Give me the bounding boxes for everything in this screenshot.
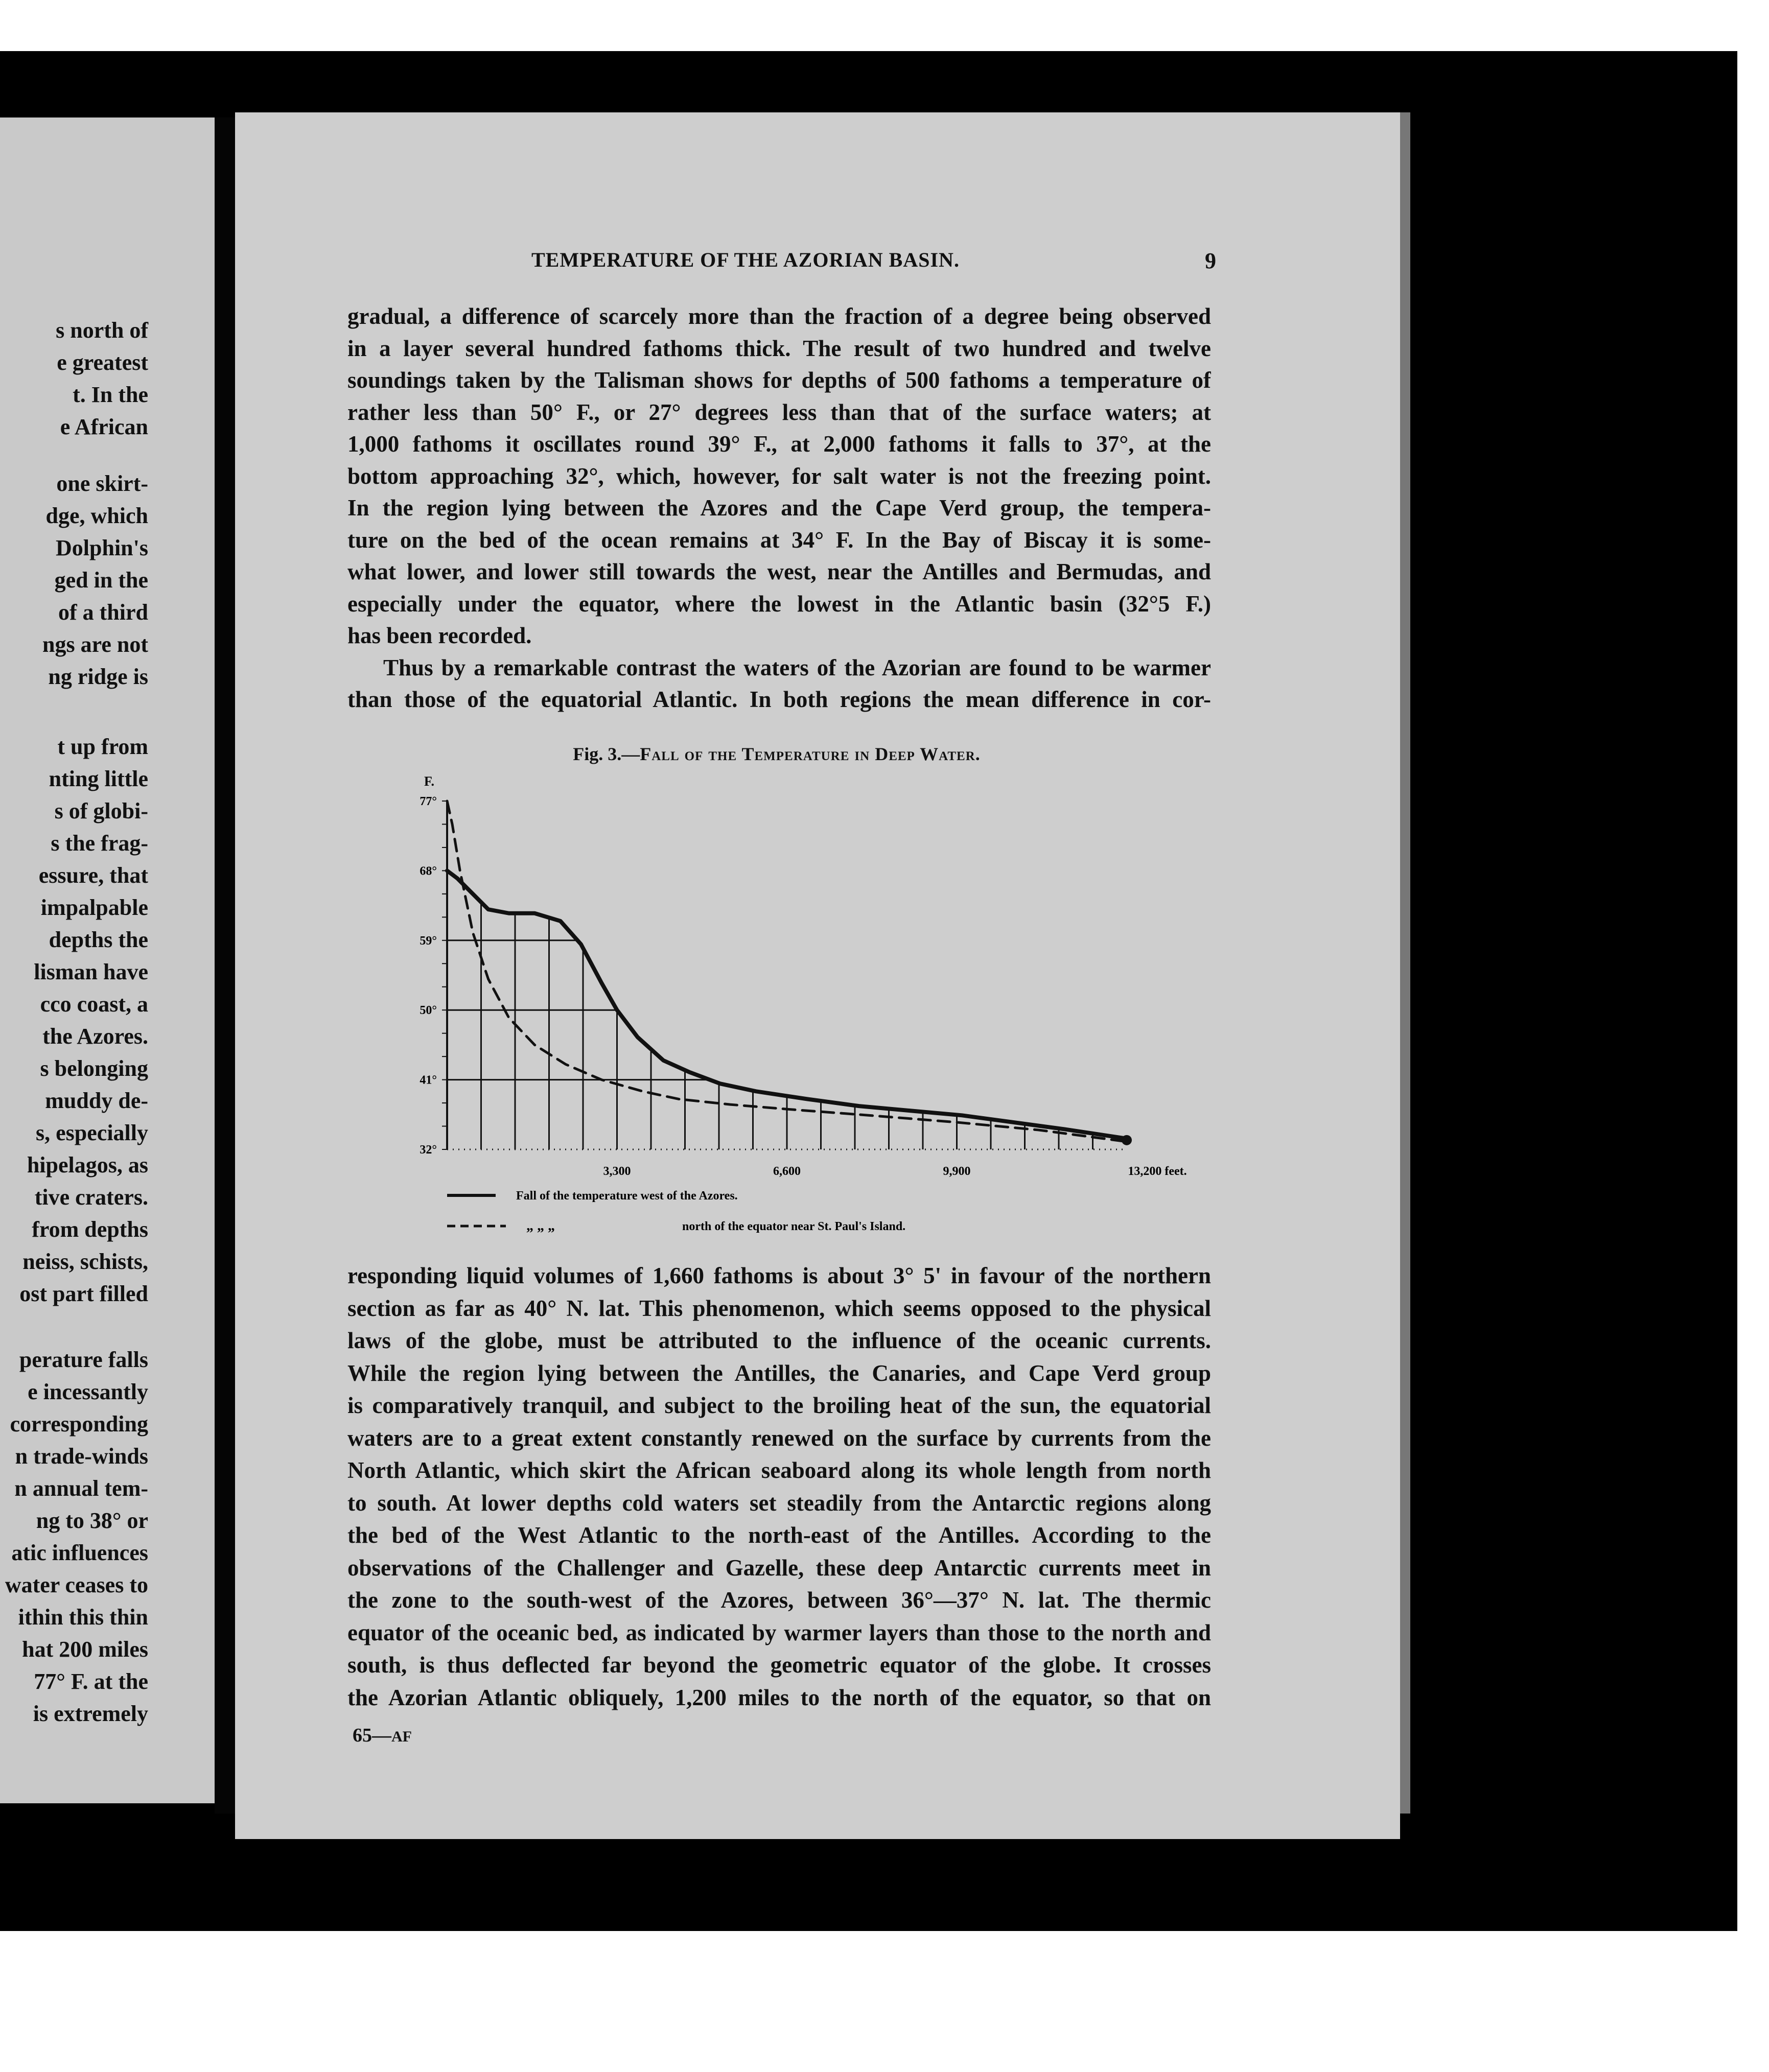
left-page-fragment: essure, that <box>38 863 148 888</box>
text-line: especially under the equator, where the lowest in the Atlantic basin (32°5 F.) <box>347 591 1211 617</box>
left-page-fragment: dge, which <box>45 503 148 528</box>
text-line: the Azorian Atlantic obliquely, 1,200 miles to the north of the equator, so that on <box>347 1684 1211 1710</box>
text-line: In the region lying between the Azores and the Cape Verd group, the tempera- <box>347 495 1211 521</box>
left-page-fragment: of a third <box>58 600 148 625</box>
left-page-fragment: n trade-winds <box>15 1444 148 1469</box>
left-page-fragment: muddy de- <box>45 1088 148 1113</box>
left-page-fragment: hat 200 miles <box>22 1637 148 1662</box>
running-title: TEMPERATURE OF THE AZORIAN BASIN. <box>531 248 960 271</box>
text-line: equator of the oceanic bed, as indicated by warmer layers than those to the north and <box>347 1619 1211 1645</box>
left-page-fragment: ost part filled <box>19 1281 148 1306</box>
x-tick-label: 9,900 <box>943 1165 971 1178</box>
left-page-fragment: nting little <box>49 766 148 791</box>
series-end-point <box>1122 1135 1132 1145</box>
legend-ditto-marks: „ „ „ <box>526 1218 555 1234</box>
text-line: 1,000 fathoms it oscillates round 39° F., at 2,000 fathoms it falls to 37°, at the <box>347 431 1211 457</box>
left-page-fragment: lisman have <box>34 959 148 984</box>
left-page-fragment: s, especially <box>36 1120 148 1145</box>
left-page-fragment: impalpable <box>40 895 148 920</box>
left-page-fragment: t. In the <box>73 382 148 407</box>
left-page-fragment: s belonging <box>40 1056 148 1081</box>
temperature-chart <box>388 766 1216 1246</box>
legend-label-azores: Fall of the temperature west of the Azores. <box>516 1189 738 1203</box>
left-page-fragment: ng ridge is <box>48 664 148 689</box>
figure-caption <box>542 743 1012 765</box>
y-tick-label: 50° <box>420 1004 437 1018</box>
left-page-fragment: n annual tem- <box>14 1476 148 1501</box>
left-page-fragment: Dolphin's <box>56 535 148 560</box>
x-tick-label: 3,300 <box>603 1165 631 1178</box>
left-page-fragment: e incessantly <box>28 1379 148 1404</box>
left-page-fragment: t up from <box>57 734 148 759</box>
text-line: North Atlantic, which skirt the African seaboard along its whole length from north <box>347 1457 1211 1483</box>
y-tick-label: 68° <box>420 864 437 878</box>
left-page-fragment: perature falls <box>19 1347 148 1372</box>
page-edge <box>1400 112 1410 1814</box>
left-page-fragment: ithin this thin <box>18 1605 148 1630</box>
x-tick-label: 13,200 feet. <box>1128 1165 1187 1178</box>
left-page-fragment: ng to 38° or <box>36 1508 148 1533</box>
text-line: bottom approaching 32°, which, however, for salt water is not the freezing point. <box>347 463 1211 489</box>
text-line: While the region lying between the Antilles, the Canaries, and Cape Verd group <box>347 1360 1211 1386</box>
text-line: section as far as 40° N. lat. This phenomenon, which seems opposed to the physical <box>347 1295 1211 1321</box>
left-page-fragment: ngs are not <box>42 632 148 657</box>
y-tick-label: 59° <box>420 934 437 948</box>
x-tick-label: 6,600 <box>773 1165 801 1178</box>
page-number: 9 <box>1205 248 1216 273</box>
folio-signature <box>353 1724 412 1747</box>
legend-label-st-pauls: north of the equator near St. Paul's Island. <box>682 1220 906 1233</box>
figure-title: Fall of the Temperature in Deep Water. <box>640 744 981 764</box>
text-line: soundings taken by the Talisman shows for depths of 500 fathoms a temperature of <box>347 367 1211 393</box>
folio-letters: AF <box>391 1728 412 1745</box>
left-page-fragment: corresponding <box>10 1411 148 1437</box>
left-page-fragment: hipelagos, as <box>27 1152 148 1178</box>
y-tick-label: 32° <box>420 1143 437 1157</box>
y-axis-label: F. <box>424 774 434 789</box>
folio-number: 65— <box>353 1725 391 1746</box>
left-page-fragment: e African <box>60 414 148 439</box>
figure-label: Fig. 3.— <box>573 744 640 764</box>
y-tick-label: 77° <box>420 795 437 808</box>
left-page-fragment: s of globi- <box>54 798 148 823</box>
left-page-fragment: from depths <box>32 1217 148 1242</box>
text-line: rather less than 50° F., or 27° degrees less than that of the surface waters; at <box>347 399 1211 425</box>
left-page-fragment: neiss, schists, <box>22 1249 148 1274</box>
text-line: what lower, and lower still towards the west, near the Antilles and Bermudas, and <box>347 559 1211 584</box>
left-page-fragment: 77° F. at the <box>34 1669 148 1694</box>
left-page-fragment: depths the <box>49 927 148 952</box>
left-page-fragment: water ceases to <box>5 1572 148 1597</box>
left-page-fragment: ged in the <box>54 568 148 593</box>
left-page-fragment: s north of <box>56 318 148 343</box>
text-line: ture on the bed of the ocean remains at 34° F. In the Bay of Biscay it is some- <box>347 527 1211 553</box>
text-line: Thus by a remarkable contrast the waters of the Azorian are found to be warmer <box>383 654 1211 680</box>
left-page-fragment: cco coast, a <box>40 992 148 1017</box>
chart-legend <box>447 1189 905 1234</box>
text-line: the bed of the West Atlantic to the north-east of the Antilles. According to the <box>347 1522 1211 1548</box>
text-line: to south. At lower depths cold waters set steadily from the Antarctic regions along <box>347 1490 1211 1516</box>
left-page-fragment: tive craters. <box>34 1185 148 1210</box>
text-line: the zone to the south-west of the Azores, between 36°—37° N. lat. The thermic <box>347 1587 1211 1613</box>
text-line: has been recorded. <box>347 623 532 648</box>
text-line: in a layer several hundred fathoms thick. The result of two hundred and twelve <box>347 335 1211 361</box>
left-page-fragment: s the frag- <box>51 831 148 856</box>
left-page-fragment: the Azores. <box>42 1024 148 1049</box>
text-line: observations of the Challenger and Gazelle, these deep Antarctic currents meet in <box>347 1555 1211 1581</box>
text-line: is comparatively tranquil, and subject to the broiling heat of the sun, the equatorial <box>347 1393 1211 1418</box>
text-line: laws of the globe, must be attributed to the influence of the oceanic currents. <box>347 1328 1211 1353</box>
text-line: than those of the equatorial Atlantic. In both regions the mean difference in cor- <box>347 687 1211 712</box>
text-line: gradual, a difference of scarcely more than the fraction of a degree being observed <box>347 303 1211 329</box>
left-page-fragment: is extremely <box>33 1701 148 1726</box>
book-gutter <box>215 117 235 1814</box>
text-line: south, is thus deflected far beyond the geometric equator of the globe. It crosses <box>347 1652 1211 1678</box>
text-line: responding liquid volumes of 1,660 fathoms is about 3° 5' in favour of the northern <box>347 1263 1211 1288</box>
text-line: waters are to a great extent constantly renewed on the surface by currents from the <box>347 1425 1211 1451</box>
chart-labels <box>420 774 1186 1178</box>
chart-grid <box>447 902 1093 1149</box>
y-tick-label: 41° <box>420 1073 437 1087</box>
left-page-fragment: e greatest <box>57 350 148 375</box>
left-page-fragment: atic influences <box>11 1540 148 1565</box>
left-page-fragment: one skirt- <box>56 471 148 496</box>
